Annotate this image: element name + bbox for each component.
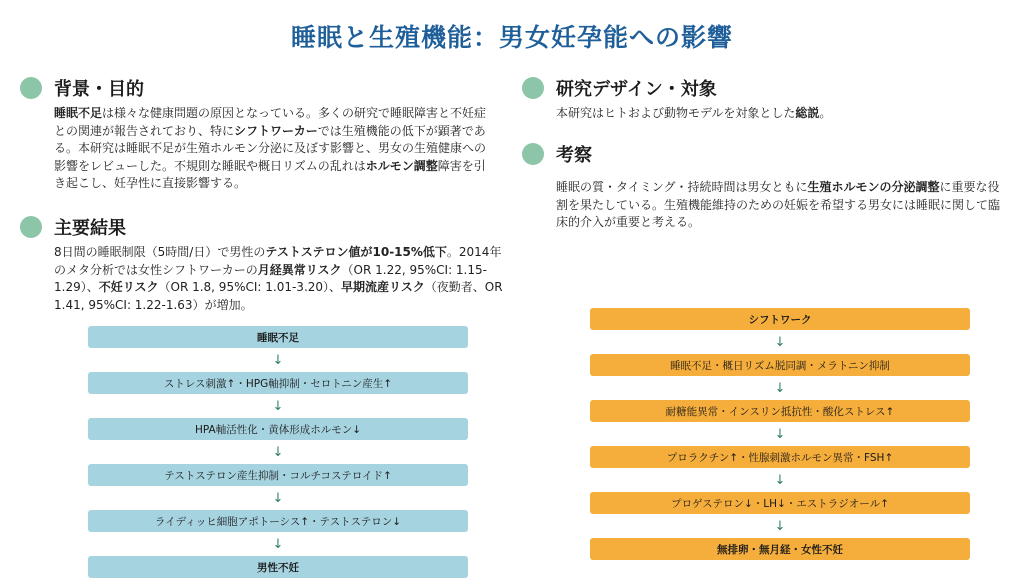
emphasis-text: テストステロン値が10-15%低下 [265, 245, 447, 259]
male-flow-step-6: 男性不妊 [88, 556, 468, 578]
arrow-down-icon: ↓ [774, 518, 786, 534]
arrow-down-icon: ↓ [774, 334, 786, 350]
design-text [522, 105, 1002, 123]
design-heading: 研究デザイン・対象 [556, 79, 717, 100]
arrow-down-icon: ↓ [774, 426, 786, 442]
female-flow-step-2: 睡眠不足・概日リズム脱同調・メラトニン抑制 [590, 354, 970, 376]
design-section [522, 75, 1002, 123]
body-text: （夜勤者、OR 1.41, 95%CI: 1.22-1.63）が増加。 [54, 280, 503, 312]
female-flow-step-3: 耐糖能異常・インスリン抵抗性・酸化ストレス↑ [590, 400, 970, 422]
bullet-dot-icon [522, 77, 544, 99]
emphasis-text: 不妊リスク [98, 280, 159, 294]
arrow-down-icon: ↓ [272, 352, 284, 368]
arrow-down-icon: ↓ [272, 490, 284, 506]
bullet-dot-icon [522, 143, 544, 165]
emphasis-text: シフトワーカー [234, 123, 318, 138]
body-text: では生殖機能の低下が顕著である。本研究は睡眠不足が生殖ホルモン分泌に及ぼす影響と、男女の生殖健康への影響をレビューした。不規則な睡眠や概日リズムの乱れは [54, 123, 487, 173]
arrow-down-icon: ↓ [272, 536, 284, 552]
body-text: 8日間の睡眠制限（5時間/日）で男性の [54, 245, 266, 259]
body-text: に重要な役割を果たしている。生殖機能維持のための妊娠を希望する男女には睡眠に関して臨床的介入が重要と考える。 [556, 180, 1001, 229]
body-text: は様々な健康問題の原因となっている。多くの研究で睡眠障害と不妊症との関連が報告されており、特に [54, 106, 487, 138]
body-text: （OR 1.22, 95%CI: 1.15-1.29）、 [54, 262, 487, 294]
male-flow-step-3: HPA軸活性化・黄体形成ホルモン↓ [88, 418, 468, 440]
body-text: 。2014年のメタ分析では女性シフトワーカーの [54, 245, 502, 277]
body-text: 障害を引き起こし、妊孕性に直接影響する。 [54, 158, 486, 190]
results-heading: 主要結果 [54, 218, 126, 239]
male-flow-step-1: 睡眠不足 [88, 326, 468, 348]
male-infertility-flowchart [88, 326, 468, 578]
female-flow-step-4: プロラクチン↑・性腺刺激ホルモン異常・FSH↑ [590, 446, 970, 468]
discussion-heading: 考察 [556, 145, 592, 166]
emphasis-text: ホルモン調整 [365, 158, 438, 173]
male-flow-step-5: ライディッヒ細胞アポトーシス↑・テストステロン↓ [88, 510, 468, 532]
female-infertility-flowchart [590, 308, 970, 560]
background-heading: 背景・目的 [54, 79, 144, 100]
results-section [20, 214, 505, 314]
results-text [20, 244, 505, 314]
emphasis-text: 総説 [795, 106, 820, 120]
bullet-dot-icon [20, 216, 42, 238]
emphasis-text: 月経異常リスク [257, 262, 342, 277]
bullet-dot-icon [20, 77, 42, 99]
body-text: （OR 1.8, 95%CI: 1.01-3.20）、 [158, 280, 342, 294]
female-flow-step-5: プロゲステロン↓・LH↓・エストラジオール↑ [590, 492, 970, 514]
emphasis-text: 早期流産リスク [341, 280, 425, 294]
page-title: 睡眠と生殖機能：男女妊孕能への影響 [290, 23, 733, 52]
male-flow-step-2: ストレス刺激↑・HPG軸抑制・セロトニン産生↑ [88, 372, 468, 394]
discussion-text [522, 179, 1002, 232]
discussion-section [522, 141, 1002, 232]
body-text: 睡眠の質・タイミング・持続時間は男女ともに [556, 180, 808, 194]
male-flow-step-4: テストステロン産生抑制・コルチコステロイド↑ [88, 464, 468, 486]
emphasis-text: 睡眠不足 [54, 106, 103, 120]
body-text: 本研究はヒトおよび動物モデルを対象とした [556, 106, 796, 120]
female-flow-step-1: シフトワーク [590, 308, 970, 330]
arrow-down-icon: ↓ [272, 444, 284, 460]
arrow-down-icon: ↓ [272, 398, 284, 414]
background-text [20, 105, 495, 193]
arrow-down-icon: ↓ [774, 380, 786, 396]
background-section [20, 75, 495, 193]
female-flow-step-6: 無排卵・無月経・女性不妊 [590, 538, 970, 560]
body-text: 。 [819, 106, 832, 120]
emphasis-text: 生殖ホルモンの分泌調整 [807, 180, 940, 194]
arrow-down-icon: ↓ [774, 472, 786, 488]
